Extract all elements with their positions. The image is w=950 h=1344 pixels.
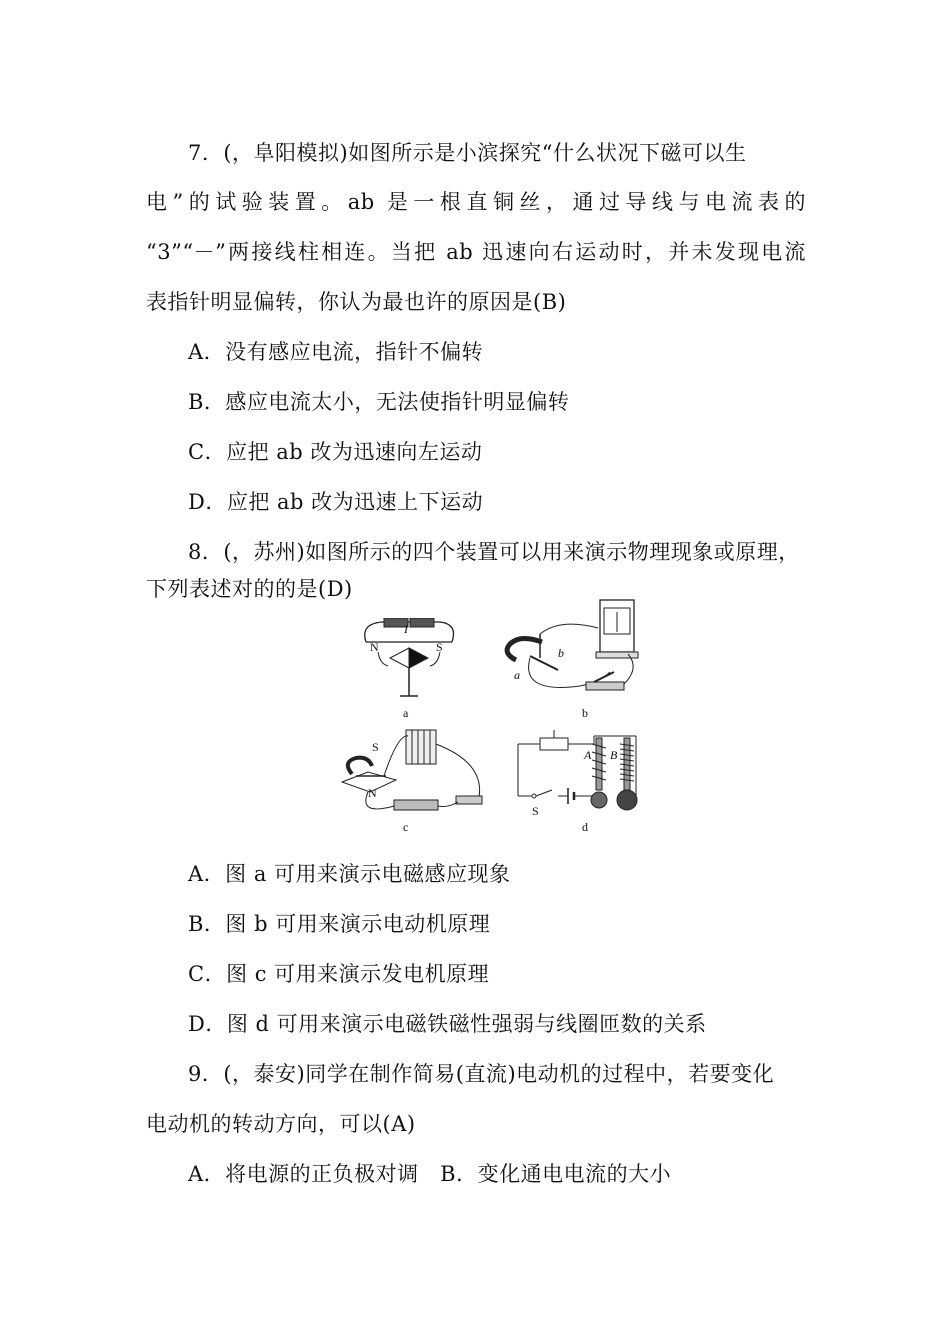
figure-b [500, 598, 645, 698]
figure-d [512, 724, 652, 820]
q8-option-c: C．图 c 可用来演示发电机原理 [188, 962, 490, 986]
figure-c-south-label: S [372, 740, 379, 754]
figure-b-b-label: b [558, 646, 564, 660]
figure-d-switch-label: S [532, 804, 539, 818]
q9-line-1: 9．(，泰安)同学在制作简易(直流)电动机的过程中，若要变化 [188, 1062, 775, 1086]
q7-option-b: B．感应电流太小，无法使指针明显偏转 [188, 390, 570, 414]
q9-options-ab: A．将电源的正负极对调 B．变化通电电流的大小 [188, 1162, 672, 1186]
figure-a-north-label: N [370, 640, 379, 654]
figure-a-caption: a [403, 706, 409, 720]
q7-line-2: 电”的试验装置。ab 是一根直铜丝，通过导线与电流表的 [146, 190, 806, 214]
q9-line-2: 电动机的转动方向，可以(A) [146, 1112, 416, 1136]
q7-line-4: 表指针明显偏转，你认为最也许的原因是(B) [146, 290, 567, 314]
figure-a [360, 618, 460, 698]
q8-line-2: 下列表述对的的是(D) [146, 577, 353, 601]
q7-line-1: 7．(，阜阳模拟)如图所示是小滨探究“什么状况下磁可以生 [188, 141, 747, 165]
q8-line-1: 8．(，苏州)如图所示的四个装置可以用来演示物理现象或原理， [188, 540, 800, 564]
figure-a-south-label: S [436, 640, 443, 654]
figure-a-current-label: I [404, 622, 408, 636]
q8-option-b: B．图 b 可用来演示电动机原理 [188, 912, 491, 936]
figure-c-caption: c [403, 820, 409, 834]
q7-option-a: A．没有感应电流，指针不偏转 [188, 340, 484, 364]
figure-d-caption: d [582, 820, 588, 834]
q8-option-a: A．图 a 可用来演示电磁感应现象 [188, 862, 511, 886]
figure-b-caption: b [582, 706, 588, 720]
q7-option-d: D．应把 ab 改为迅速上下运动 [188, 490, 484, 514]
q7-option-c: C．应把 ab 改为迅速向左运动 [188, 440, 483, 464]
figure-b-a-label: a [514, 668, 520, 682]
figure-d-a-label: A [584, 748, 592, 762]
figure-d-b-label: B [610, 748, 618, 762]
q8-option-d: D．图 d 可用来演示电磁铁磁性强弱与线圈匝数的关系 [188, 1012, 707, 1036]
q7-line-3: “3”“－”两接线柱相连。当把 ab 迅速向右运动时，并未发现电流 [146, 240, 806, 264]
figure-c-north-label: N [368, 786, 377, 800]
figure-c [338, 724, 490, 820]
